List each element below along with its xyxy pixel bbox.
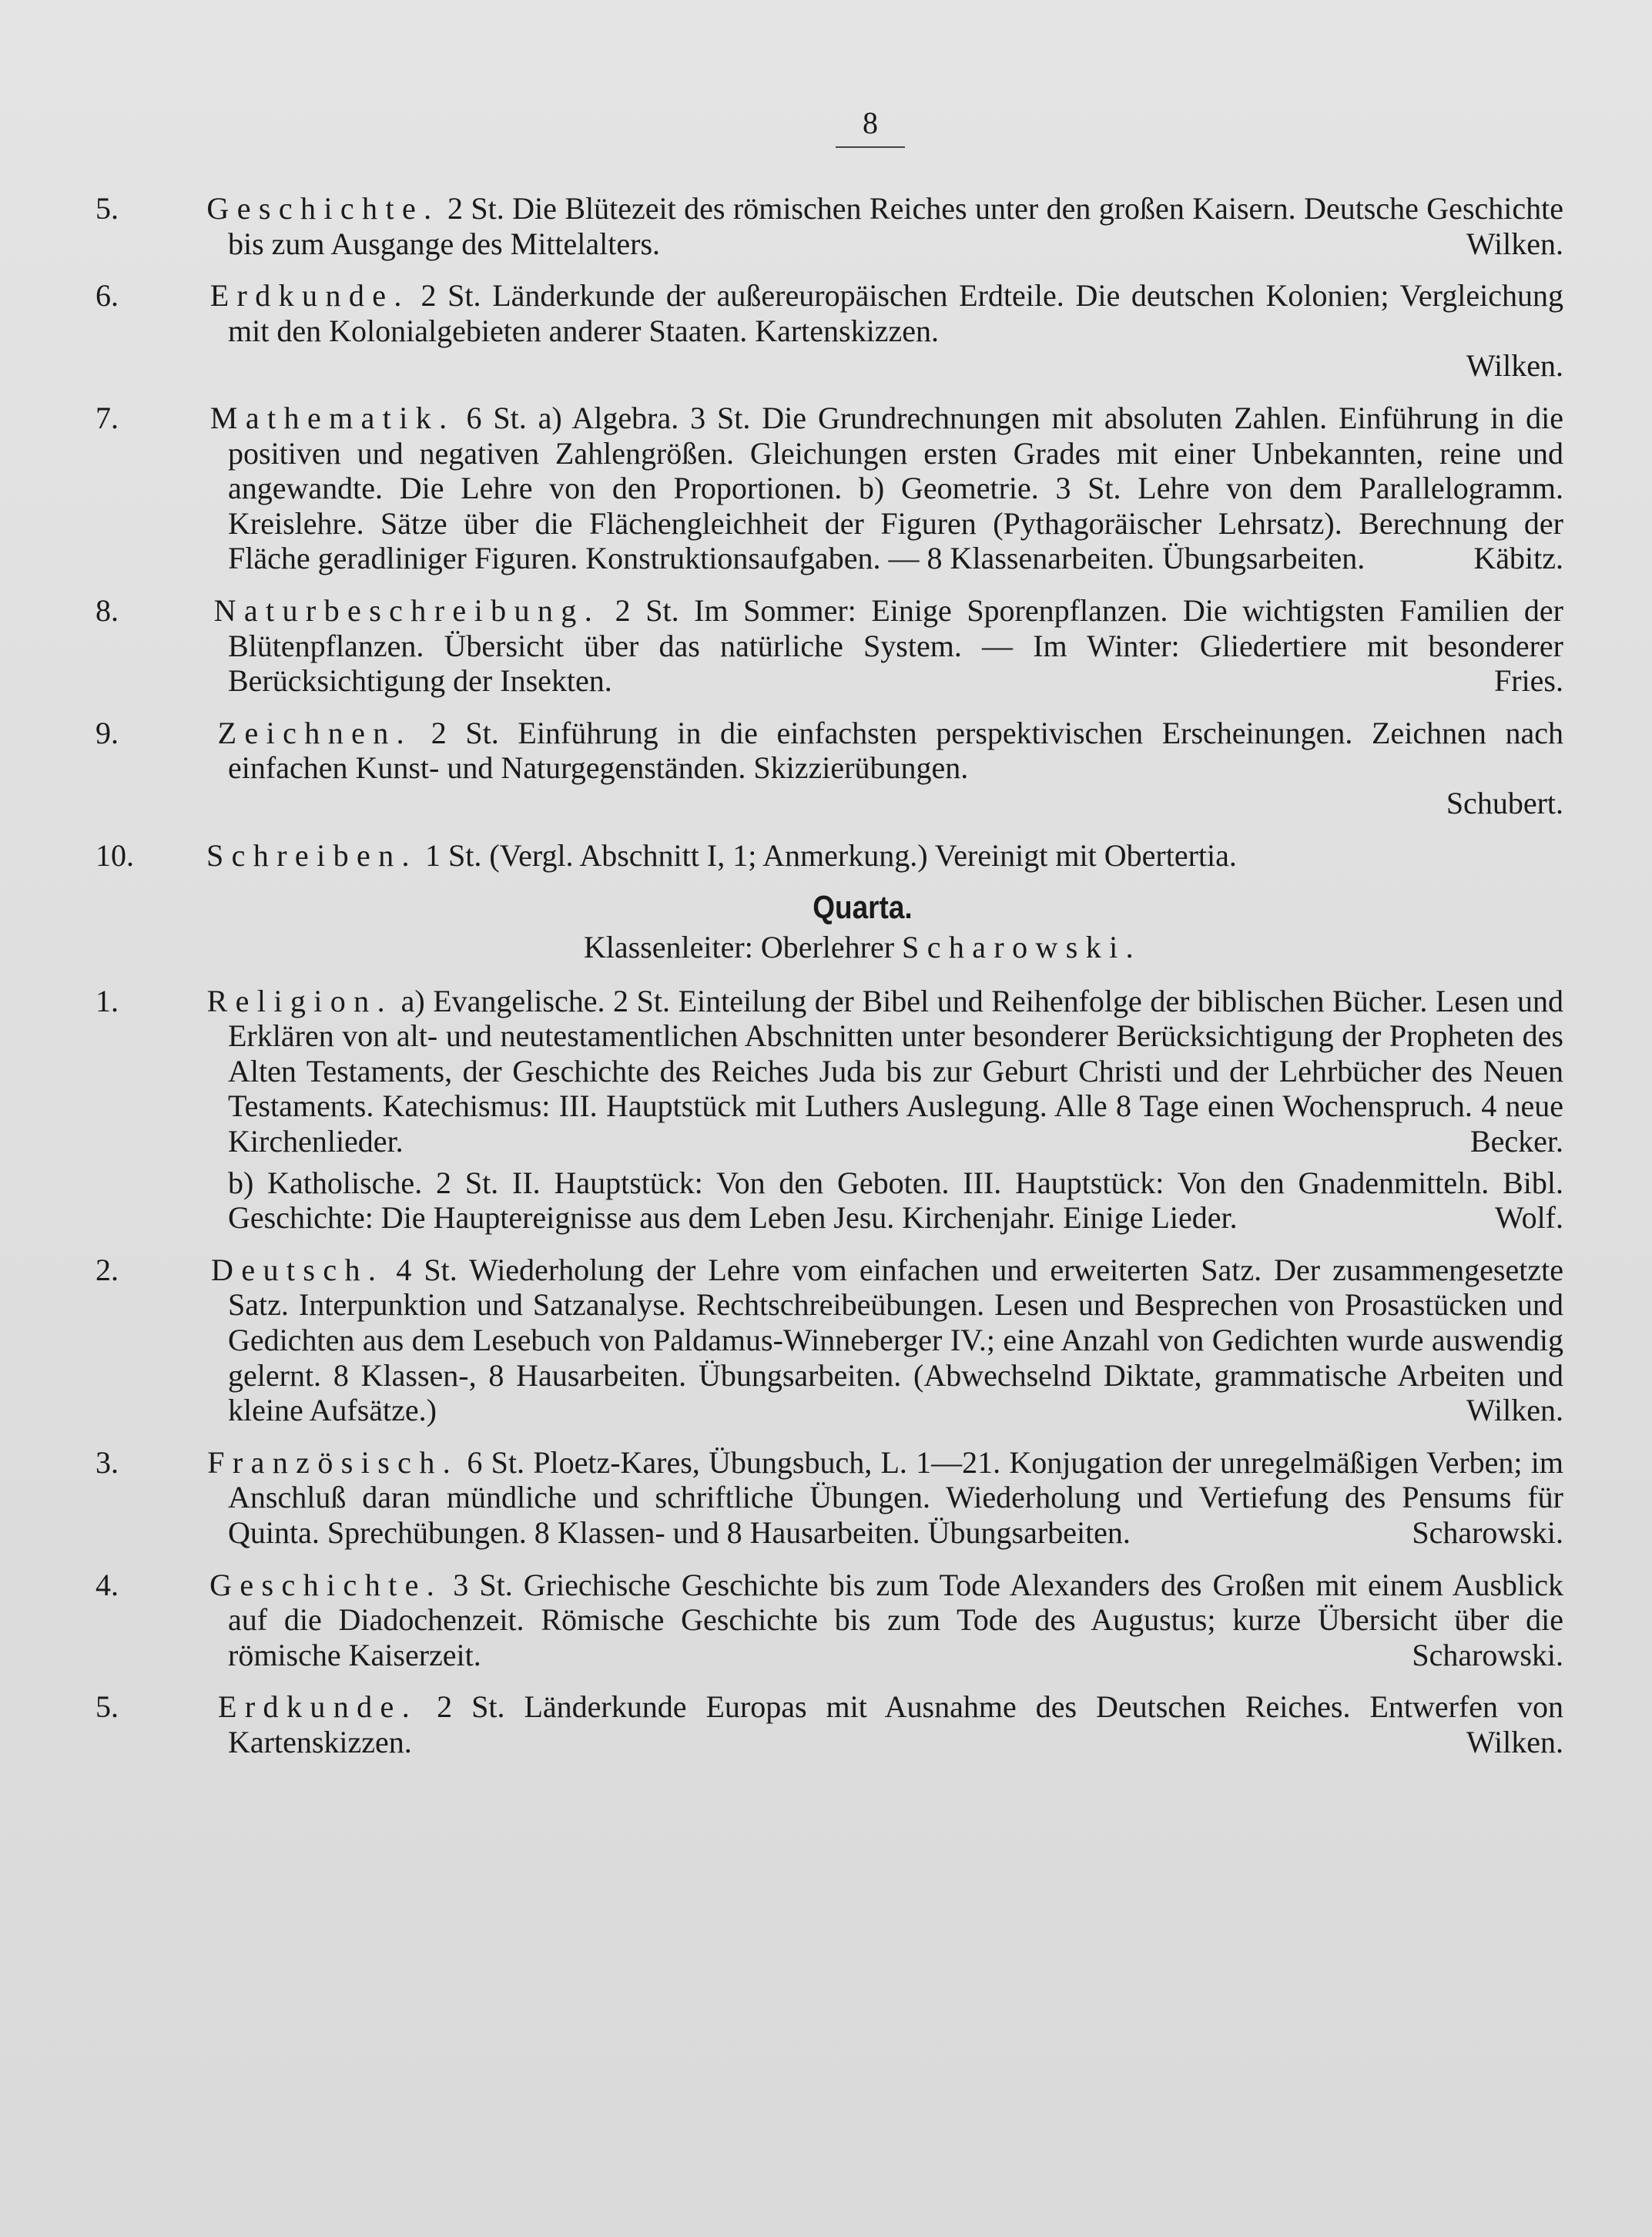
entry-teacher: Käbitz. [1473, 541, 1563, 576]
quarta-section [96, 983, 1564, 1760]
class-leader-line [162, 930, 1563, 965]
entry-text: 6 St. Ploetz-Kares, Übungsbuch, L. 1—21. Konjugation der unregelmäßigen Verben; im Anschluß daran mündliche und schriftliche Übungen. Wiederholung und Vertiefung des Pensums für Quinta. Sprechübungen. 8 Klassen- und 8 Hausarbeiten. Übungsarbeiten. [228, 1444, 1564, 1550]
entry-text: 2 St. Im Sommer: Einige Sporenpflanzen. Die wichtigsten Familien der Blütenpflanzen. Übersicht über das natürliche System. — Im Winter: Gliedertiere mit besonderer Berücksichtigung der Insekten. [228, 592, 1564, 699]
entry-schreiben [96, 837, 1563, 874]
entry-number: 5. [96, 1689, 119, 1725]
entry-teacher: Wilken. [1466, 1724, 1563, 1759]
entry-text: 4 St. Wiederholung der Lehre vom einfachen und erweiterten Satz. Der zusammengesetzte Satz. Interpunktion und Satzanalyse. Rechtschreibeübungen. Lesen und Besprechen von Prosastücken und Gedichten aus dem Lesebuch von Paldamus-Winneberger IV.; eine Anzahl von Gedichten wurde auswendig gelernt. 8 Klassen-, 8 Hausarbeiten. Übungsarbeiten. (Abwechselnd Diktate, grammatische Arbeiten und kleine Aufsätze.) [228, 1252, 1563, 1428]
entry-religion [96, 983, 1564, 1236]
entry-number: 9. [96, 715, 119, 750]
entry-erdkunde [96, 278, 1564, 384]
entry-text: 2 St. Länderkunde Europas mit Ausnahme des Deutschen Reiches. Entwerfen von Kartenskizzen. [228, 1689, 1564, 1759]
entry-subject: Mathematik. [209, 400, 455, 435]
entry-teacher: Wilken. [1466, 348, 1563, 384]
entry-number: 5. [96, 191, 119, 226]
entry-teacher: Scharowski. [1412, 1515, 1563, 1550]
entry-number: 7. [96, 400, 119, 435]
entry-text: 3 St. Griechische Geschichte bis zum Tode Alexanders des Großen mit einem Ausblick auf die Diadochenzeit. Römische Geschichte bis zum Tode des Augustus; kurze Übersicht über die römische Kaiserzeit. [228, 1567, 1564, 1672]
entry-number: 1. [96, 983, 119, 1018]
entry-subject: Naturbeschreibung. [213, 592, 601, 628]
entry-geschichte-quarta [96, 1567, 1564, 1673]
entry-text: 2 St. Länderkunde der außereuropäischen Erdteile. Die deutschen Kolonien; Vergleichung mit den Kolonialgebieten anderer Staaten. Kartenskizzen. [228, 278, 1564, 348]
entry-subject: Erdkunde. [218, 1689, 418, 1725]
entry-teacher: Wilken. [1466, 226, 1563, 261]
entry-teacher: Scharowski. [1412, 1637, 1563, 1672]
entry-number: 4. [96, 1567, 119, 1602]
entry-subject: Erdkunde. [209, 278, 410, 314]
entry-subject: Schreiben. [206, 837, 417, 873]
page-number-rule [836, 146, 905, 148]
entry-number: 2. [96, 1252, 119, 1287]
entry-teacher: Fries. [1494, 663, 1563, 699]
entry-geschichte [96, 191, 1563, 261]
entry-teacher: Wilken. [1466, 1393, 1563, 1428]
entry-deutsch [96, 1252, 1563, 1428]
entry-continuation-text: b) Katholische. 2 St. II. Hauptstück: Von den Geboten. III. Hauptstück: Von den Gnadenmitteln. Bibl. Geschichte: Die Hauptereignisse aus dem Leben Jesu. Kirchenjahr. Einige Lieder. [228, 1165, 1563, 1236]
page-content [96, 191, 1564, 1777]
entry-text: 1 St. (Vergl. Abschnitt I, 1; Anmerkung.) Vereinigt mit Obertertia. [424, 837, 1237, 873]
entry-number: 3. [96, 1444, 119, 1480]
entry-text: 2 St. Die Blütezeit des römischen Reiches unter den großen Kaisern. Deutsche Geschichte bis zum Ausgange des Mittelalters. [228, 191, 1563, 261]
entry-text: 2 St. Einführung in die einfachsten perspektivischen Erscheinungen. Zeichnen nach einfachen Kunst- und Naturgegenständen. Skizzierübungen. [228, 715, 1564, 786]
entry-naturbeschreibung [96, 592, 1564, 699]
entry-subject: Deutsch. [211, 1252, 384, 1287]
entry-continuation-teacher: Wolf. [1495, 1200, 1563, 1236]
entry-subject: Religion. [206, 983, 393, 1018]
entry-erdkunde-quarta [96, 1689, 1564, 1759]
entry-teacher: Becker. [1469, 1124, 1563, 1159]
class-leader-prefix: Klassenleiter: Oberlehrer [583, 930, 895, 965]
entry-number: 8. [96, 592, 119, 628]
entry-text: a) Evangelische. 2 St. Einteilung der Bibel und Reihenfolge der biblischen Bücher. Lesen und Erklären von alt- und neutestamentlichen Abschnitten unter besonderer Berücksichtigung der Propheten des Alten Testaments, der Geschichte des Reiches Juda bis zur Geburt Christi und der Lehrbücher des Neuen Testaments. Katechismus: III. Hauptstück mit Luthers Auslegung. Alle 8 Tage einen Wochenspruch. 4 neue Kirchenlieder. [228, 983, 1564, 1159]
entry-zeichnen [96, 715, 1564, 821]
entry-text: 6 St. a) Algebra. 3 St. Die Grundrechnungen mit absoluten Zahlen. Einführung in die positiven und negativen Zahlengrößen. Gleichungen ersten Grades mit einer Unbekannten, reine und angewandte. Die Lehre von den Proportionen. b) Geometrie. 3 St. Lehre von dem Parallelogramm. Kreislehre. Sätze über die Flächengleichheit der Figuren (Pythagoräischer Lehrsatz). Berechnung der Fläche geradliniger Figuren. Konstruktionsaufgaben. — 8 Klassenarbeiten. Übungsarbeiten. [228, 400, 1564, 576]
entry-teacher: Schubert. [1446, 785, 1563, 820]
class-leader-name: Scharowski. [902, 930, 1142, 965]
entry-subject: Geschichte. [209, 1567, 443, 1602]
entry-subject: Zeichnen. [217, 715, 413, 750]
entry-franzoesisch [96, 1444, 1564, 1551]
entry-mathematik [96, 400, 1564, 576]
page-number: 8 [863, 106, 878, 140]
entry-subject: Geschichte. [206, 191, 440, 226]
entry-number: 10. [96, 837, 134, 873]
entry-number: 6. [96, 278, 119, 314]
section-heading: Quarta. [813, 889, 913, 926]
previous-class-section [96, 191, 1564, 873]
entry-subject: Französisch. [207, 1444, 459, 1480]
